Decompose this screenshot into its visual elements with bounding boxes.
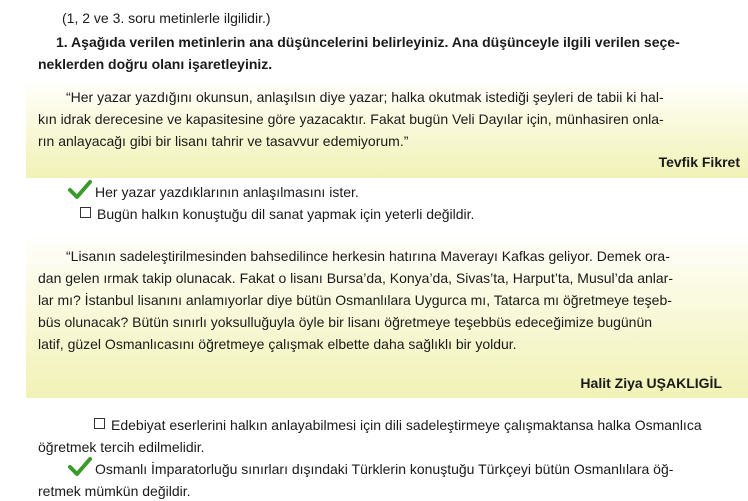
question-text-line2: neklerden doğru olanı işaretleyiniz. [38,56,273,72]
option-2a[interactable] [94,416,702,434]
option-text: Her yazar yazdıklarının anlaşılmasını ister. [95,184,359,200]
option-text: Edebiyat eserlerini halkın anlayabilmesi için dili sadeleştirmeye çalışmaktansa halka Osmanlıca [111,417,702,433]
option-2a-continued: öğretmek tercih edilmelidir. [38,439,205,455]
option-text: Osmanlı İmparatorluğu sınırları dışındaki Türklerin konuştuğu Türkçeyi bütün Osmanlılara öğ- [95,461,674,477]
checkbox-icon[interactable] [80,207,91,218]
option-2b-continued: retmek mümkün değildir. [38,483,191,499]
quote2-line: lar mı? İstanbul lisanını anlamıyorlar diye bütün Osmanlılara Uygurca mı, Tatarca mı öğretmeye teşeb- [38,292,672,308]
quote2-author: Halit Ziya UŞAKLIGİL [580,375,722,391]
quote1-line: kın idrak derecesine ve kapasitesine göre yazacaktır. Fakat bugün Veli Dayılar için, münhasiren onla- [38,111,664,127]
quote1-line: rın anlayacağı gibi bir lisanı tahrir ve tasavvur edemiyorum.” [38,133,409,149]
option-1a[interactable] [95,183,359,201]
option-text: Bugün halkın konuştuğu dil sanat yapmak için yeterli değildir. [97,206,475,222]
option-1b[interactable] [80,205,474,223]
quote2-line: dan gelen ırmak takip olunacak. Fakat o lisanı Bursa’da, Konya’da, Sivas’ta, Harput’ta, Musul’da anlar- [38,270,674,286]
option-2b[interactable] [95,460,673,478]
quote1-line: “Her yazar yazdığını okunsun, anlaşılsın diye yazar; halka okutmak istediği şeyleri de tabii ki hal- [66,89,664,105]
checkmark-icon [67,179,93,201]
quote2-line: büs olunacak? Bütün sınırlı yoksulluğuyla öyle bir lisanı öğretmeye teşebbüs edeceğimize bugünün [38,314,653,330]
quote1-author: Tevfik Fikret [658,154,740,170]
section-intro: (1, 2 ve 3. soru metinlerle ilgilidir.) [62,10,271,26]
quote2-line: “Lisanın sadeleştirilmesinden bahsedilince herkesin hatırına Maverayı Kafkas geliyor. Demek ora- [66,248,670,264]
quote2-line: latif, güzel Osmanlıcasını öğretmeye çalışmak elbette daha sağlıklı bir yoldur. [38,336,517,352]
checkmark-icon [67,456,93,478]
checkbox-icon[interactable] [94,418,105,429]
question-text-line1: 1. Aşağıda verilen metinlerin ana düşüncelerini belirleyiniz. Ana düşünceyle ilgili verilen seçe- [56,34,680,50]
